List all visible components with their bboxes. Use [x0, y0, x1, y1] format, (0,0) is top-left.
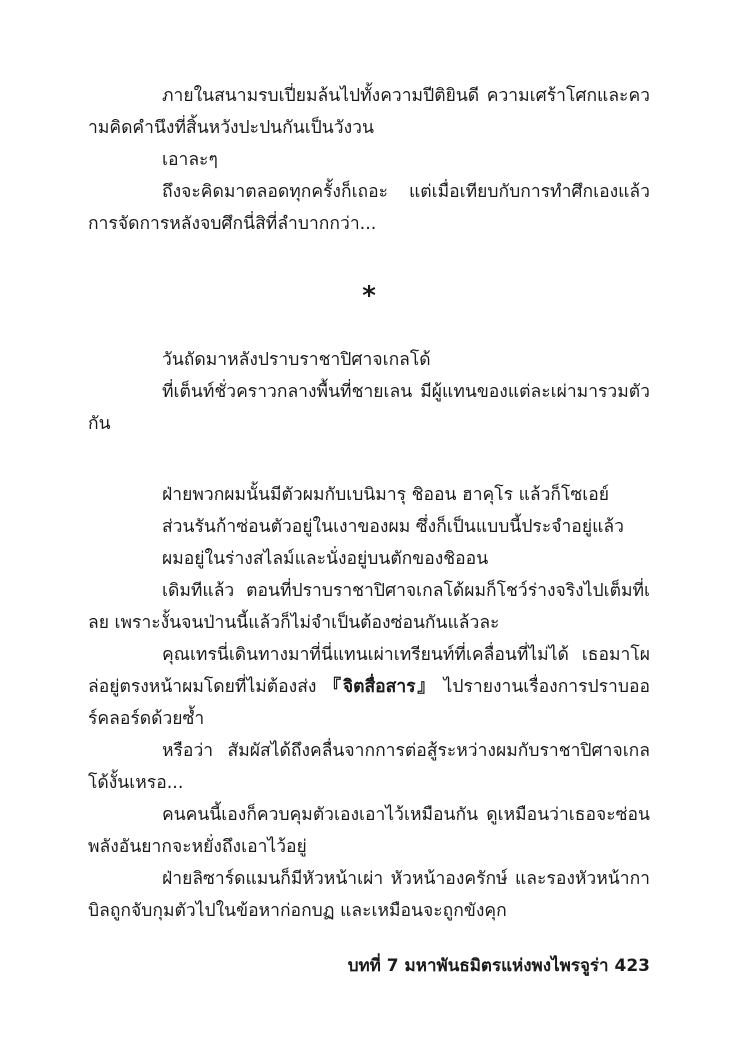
text-run: คุณเทรนี่เดินทางมาที่นี่แทนเผ่าเทรียนท์ที่เคลื่อนที่ไม่ได้ เธอมาโผล่อยู่ตรงหน้าผมโดยที่ไม่ต้องส่ง: [88, 645, 650, 697]
paragraph: เดิมทีแล้ว ตอนที่ปราบราชาปิศาจเกลโด้ผมก็โชว์ร่างจริงไปเต็มที่เลย เพราะงั้นจนป่านนี้แล้วก็ไม่จำเป็นต้องซ่อนกันแล้วละ: [88, 581, 650, 633]
paragraph: ถึงจะคิดมาตลอดทุกครั้งก็เถอะ แต่เมื่อเทียบกับการทำศึกเองแล้ว การจัดการหลังจบศึกนี่สิที่ลำบากกว่า...: [88, 182, 650, 234]
scene-opening-section: [88, 344, 650, 440]
paragraph: หรือว่า สัมผัสได้ถึงคลื่นจากการต่อสู้ระหว่างผมกับราชาปิศาจเกลโด้งั้นเหรอ...: [88, 741, 650, 793]
paragraph-with-skill-name: [88, 639, 650, 735]
paragraph: ฝ่ายพวกผมนั้นมีตัวผมกับเบนิมารุ ชิออน ฮาคุโร แล้วก็โซเอย์: [162, 485, 610, 505]
paragraph: ฝ่ายลิซาร์ดแมนก็มีหัวหน้าเผ่า หัวหน้าองครักษ์ และรองหัวหน้ากาบิลถูกจับกุมตัวไปในข้อหาก่อกบฏ และเหมือนจะถูกขังคุก: [88, 869, 650, 921]
paragraph: ภายในสนามรบเปี่ยมล้นไปทั้งความปีติยินดี ความเศร้าโศกและความคิดคำนึงที่สิ้นหวังปะปนกันเป็นวังวน: [88, 86, 650, 138]
opening-section: [88, 80, 650, 240]
paragraph: วันถัดมาหลังปราบราชาปิศาจเกลโด้: [162, 350, 431, 370]
running-footer: บทที่ 7 มหาพันธมิตรแห่งพงไพรจูร่า 423: [347, 956, 650, 976]
scene-break-asterisk: *: [362, 281, 376, 311]
skill-name: 『จิตสื่อสาร』: [323, 677, 437, 697]
paragraph: ที่เต็นท์ชั่วคราวกลางพื้นที่ชายเลน มีผู้แทนของแต่ละเผ่ามารวมตัวกัน: [88, 382, 650, 434]
paragraph: เอาละๆ: [162, 150, 218, 170]
text-run: ไปรายงานเรื่องการปราบออร์คลอร์ดด้วยซ้ำ: [88, 677, 651, 729]
main-section: [88, 479, 650, 927]
paragraph: คนคนนี้เองก็ควบคุมตัวเองเอาไว้เหมือนกัน ดูเหมือนว่าเธอจะซ่อนพลังอันยากจะหยั่งถึงเอาไว้อยู่: [88, 805, 650, 857]
paragraph: ผมอยู่ในร่างสไลม์และนั่งอยู่บนตักของชิออน: [162, 549, 489, 569]
paragraph: ส่วนรันก้าซ่อนตัวอยู่ในเงาของผม ซึ่งก็เป็นแบบนี้ประจำอยู่แล้ว: [162, 517, 624, 537]
